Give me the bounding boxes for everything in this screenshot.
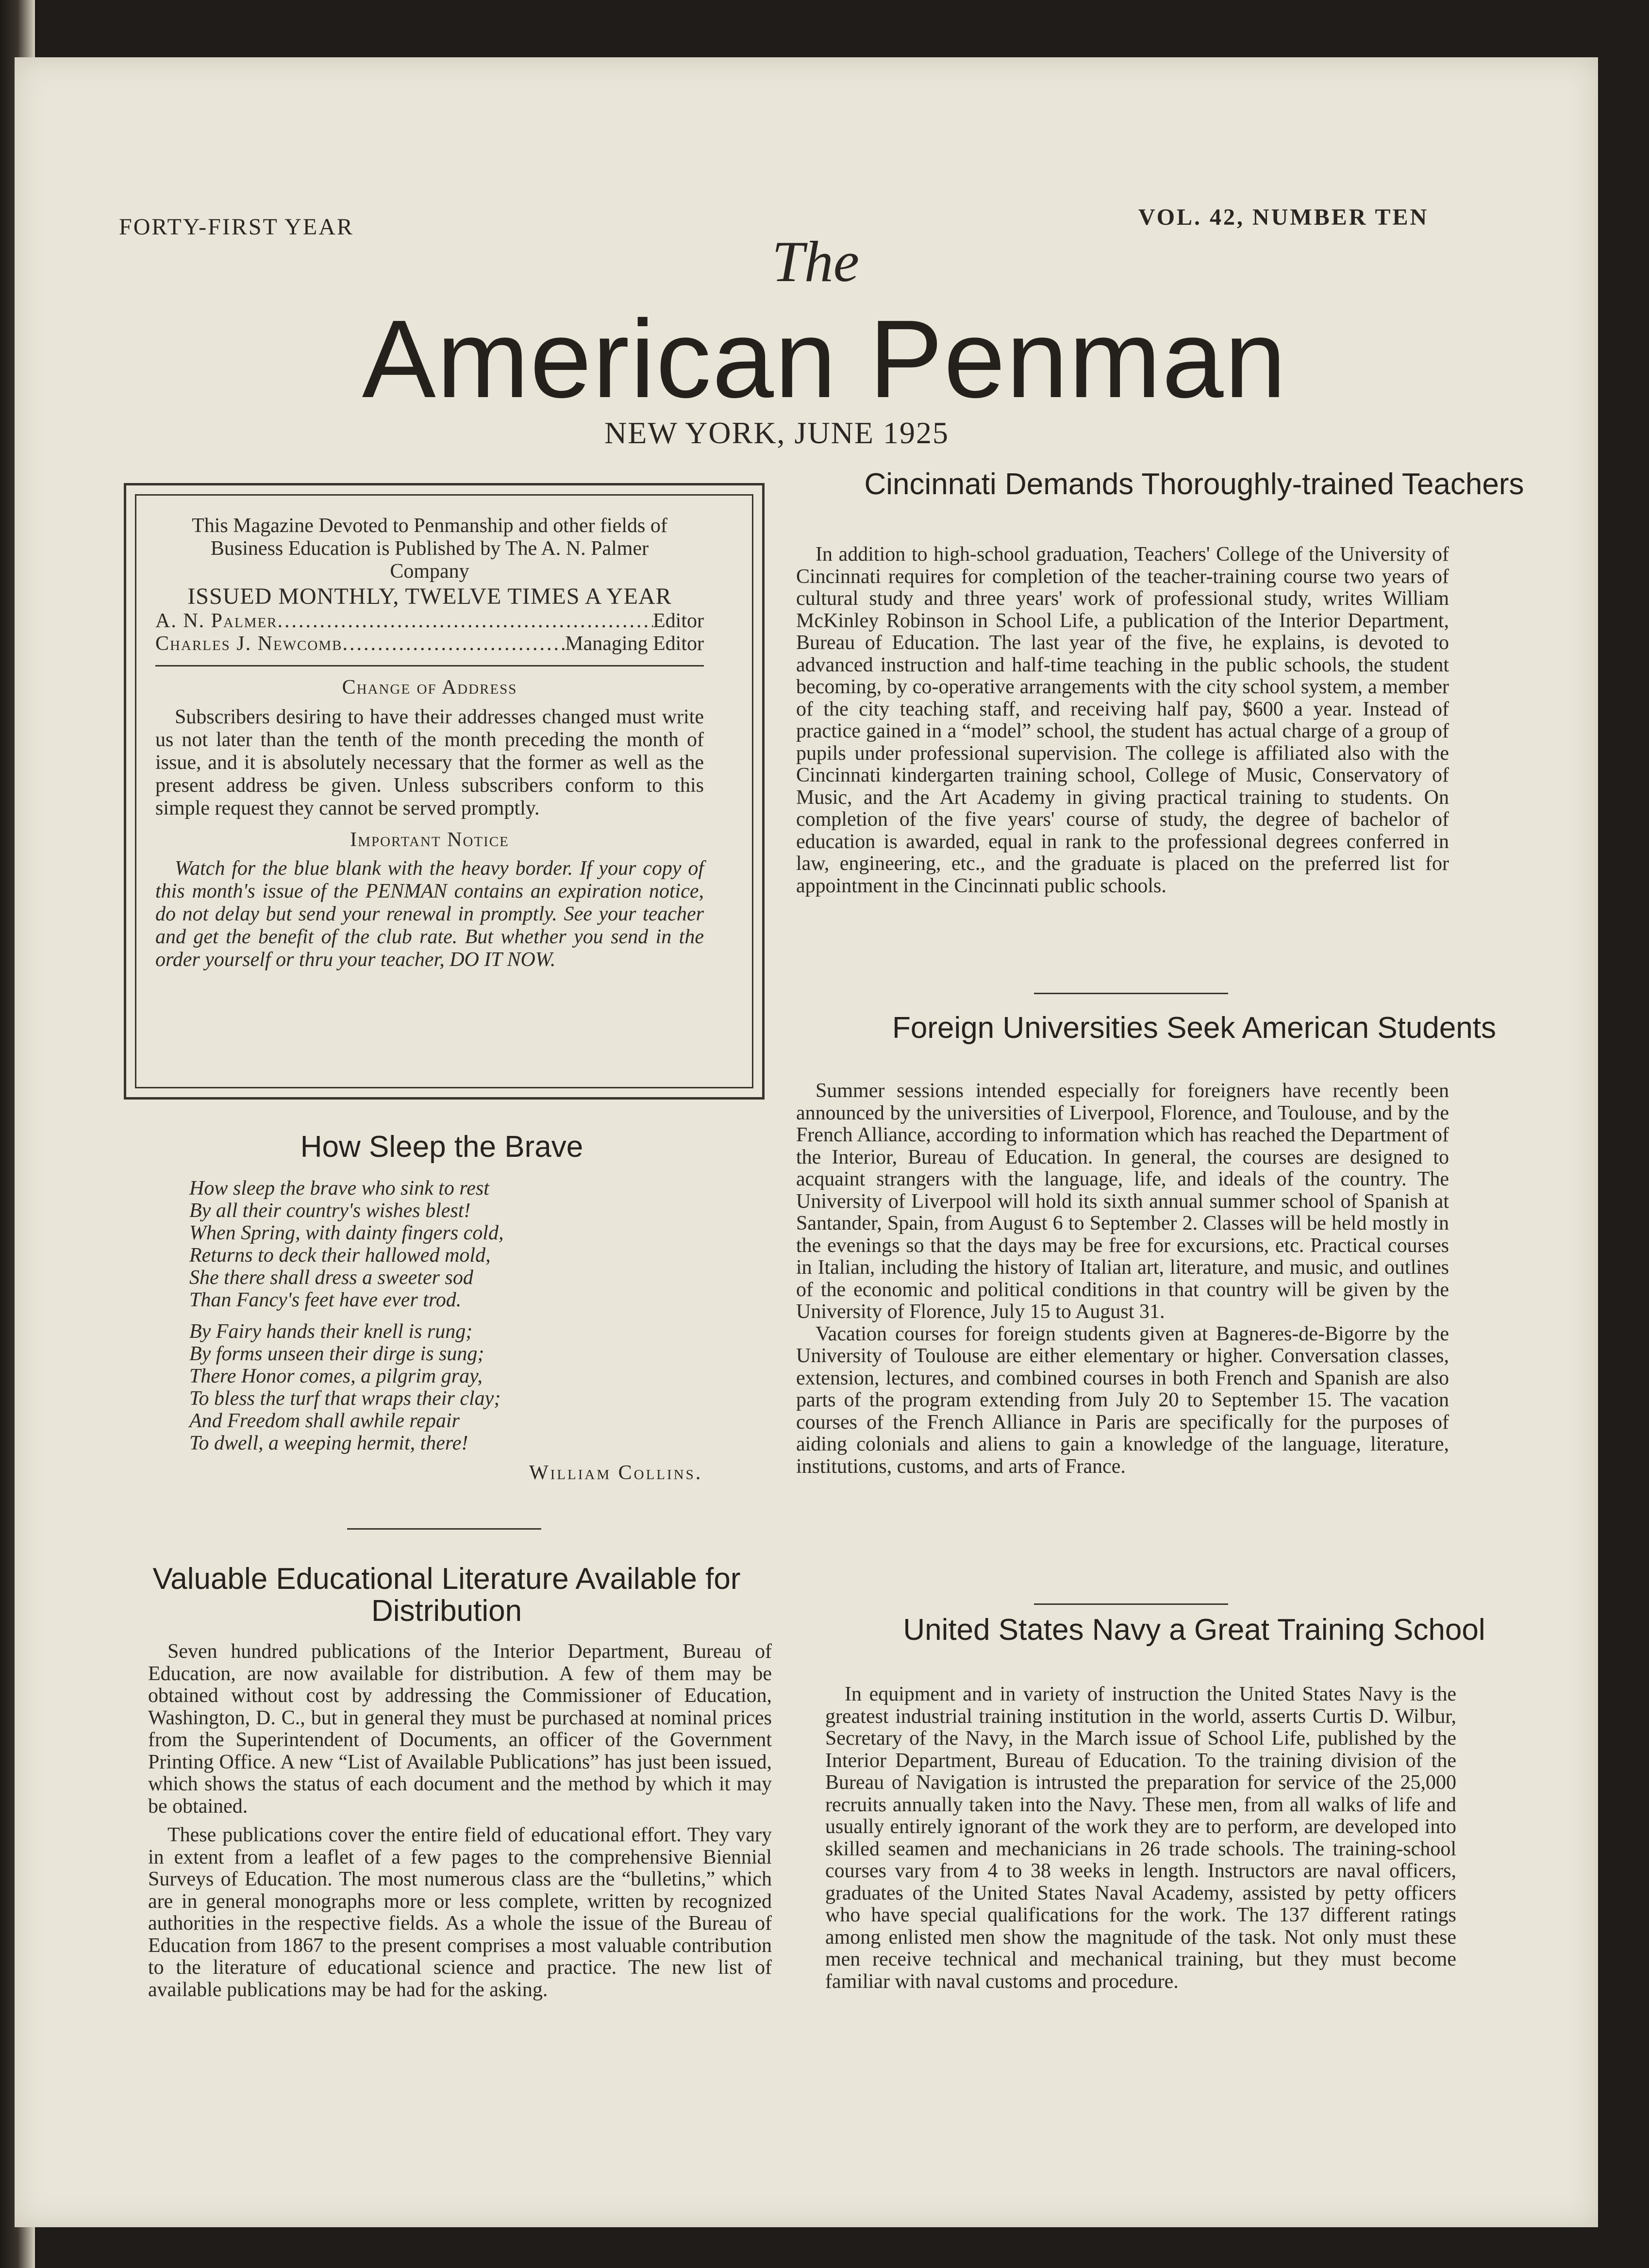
publisher-intro: This Magazine Devoted to Penmanship and other fields of Business Education is Published by The A. N. Palmer Company bbox=[192, 515, 667, 583]
editor-line bbox=[155, 610, 704, 633]
volume-label: VOL. 42, NUMBER TEN bbox=[1138, 204, 1429, 230]
managing-editor-leader bbox=[342, 633, 565, 655]
poem-line: By Fairy hands their knell is rung; bbox=[189, 1320, 473, 1343]
dateline: NEW YORK, JUNE 1925 bbox=[604, 416, 949, 450]
section-divider bbox=[347, 1528, 541, 1530]
section-divider bbox=[1034, 1603, 1228, 1605]
masthead-the: The bbox=[772, 229, 859, 294]
foreign-paragraph-2: Vacation courses for foreign students given at Bagneres-de-Bigorre by the University of Toulouse are either elementary or higher. Conversation classes, extension, lectures, and combined courses in both French and Spanish are also parts of the program extending from July 20 to September 15. The vacation courses of the French Alliance in Paris are specifically for the purposes of aiding colonials and aliens to gain a knowledge of the language, literature, institutions, customs, and arts of France. bbox=[796, 1322, 1449, 1478]
poem-line: There Honor comes, a pilgrim gray, bbox=[189, 1365, 483, 1387]
poem-line: To dwell, a weeping hermit, there! bbox=[189, 1432, 468, 1454]
poem-line: Returns to deck their hallowed mold, bbox=[189, 1244, 491, 1267]
managing-editor-role: Managing Editor bbox=[565, 633, 704, 655]
publisher-box-text bbox=[155, 515, 704, 971]
important-notice-title: Important Notice bbox=[350, 829, 509, 851]
literature-paragraph-2: These publications cover the entire field of educational effort. They vary in extent from a leaflet of a few pages to the comprehensive Biennial Surveys of Education. The most numerous class are the “bulletins,” which are in general monographs more or less complete, written by recognized authorities in the respective fields. As a whole the issue of the Bureau of Education from 1867 to the present comprises a most valuable contribution to the literature of educational science and practice. The new list of available publications may be had for the asking. bbox=[148, 1824, 772, 2001]
editor-role: Editor bbox=[653, 610, 704, 632]
managing-editor-line bbox=[155, 633, 704, 655]
poem-author: William Collins. bbox=[529, 1462, 703, 1484]
literature-paragraph-1: Seven hundred publications of the Interior Department, Bureau of Education, are now available for distribution. A few of them may be obtained without cost by addressing the Commissioner of Education, Washington, D. C., but in general they must be purchased at nominal prices from the Superintendent of Documents, an officer of the Government Printing Office. A new “List of Available Publications” has just been issued, which shows the status of each document and the method by which it may be obtained. bbox=[148, 1640, 772, 1818]
literature-title: Valuable Educational Literature Available for Distribution bbox=[152, 1562, 741, 1628]
poem-line: She there shall dress a sweeter sod bbox=[189, 1267, 473, 1289]
masthead-title: American Penman bbox=[362, 298, 1287, 421]
navy-title: United States Navy a Great Training School bbox=[903, 1613, 1485, 1647]
issued-line: ISSUED MONTHLY, TWELVE TIMES A YEAR bbox=[187, 584, 672, 609]
foreign-title: Foreign Universities Seek American Students bbox=[892, 1011, 1497, 1045]
poem-stanza-1 bbox=[189, 1177, 772, 1311]
poem-line: And Freedom shall awhile repair bbox=[189, 1410, 460, 1432]
managing-editor-name: Charles J. Newcomb bbox=[155, 633, 343, 655]
poem-line: Than Fancy's feet have ever trod. bbox=[189, 1289, 462, 1311]
navy-body bbox=[825, 1684, 1456, 1993]
change-address-title: Change of Address bbox=[342, 676, 517, 699]
editor-name: A. N. Palmer bbox=[155, 610, 278, 632]
cincinnati-paragraph-1: In addition to high-school graduation, Teachers' College of the University of Cincinnati requires for completion of the teacher-training course two years of cultural study and three years' work of professional study, writes William McKinley Robinson in School Life, a publication of the Interior Department, Bureau of Education. The last year of the five, he explains, is devoted to advanced instruction and half-time teaching in the public schools, the student becoming, by co-operative arrangements with the city school system, a member of the city teaching staff, and receiving half pay, $600 a year. Instead of practice gained in a “model” school, the student has actual charge of a group of pupils under professional supervision. The college is affiliated also with the Cincinnati kindergarten training school, College of Music, Conservatory of Music, and the Art Academy in giving practical training to students. On completion of the five years' course of study, the degree of bachelor of education is awarded, equal in rank to the professional degrees conferred in law, engineering, etc., and the graduate is placed on the preferred list for appointment in the Cincinnati public schools. bbox=[796, 543, 1449, 897]
cincinnati-body bbox=[796, 544, 1449, 897]
poem-title: How Sleep the Brave bbox=[300, 1130, 583, 1164]
foreign-body bbox=[796, 1080, 1449, 1478]
publisher-box bbox=[124, 483, 765, 1100]
poem-line: When Spring, with dainty fingers cold, bbox=[189, 1222, 504, 1244]
poem-line: By all their country's wishes blest! bbox=[189, 1200, 471, 1222]
poem-line: By forms unseen their dirge is sung; bbox=[189, 1343, 484, 1365]
poem-line: To bless the turf that wraps their clay; bbox=[189, 1387, 501, 1410]
foreign-paragraph-1: Summer sessions intended especially for foreigners have recently been announced by the universities of Liverpool, Florence, and Toulouse, and by the French Alliance, according to information which has reached the Department of the Interior, Bureau of Education. In general, the courses are designed to acquaint strangers with the language, life, and ideals of the country. The University of Liverpool will hold its sixth annual summer school of Spanish at Santander, Spain, from August 6 to September 2. Classes will be held mostly in the evenings so that the days may be free for excursions, etc. Practical courses in Italian, including the history of Italian art, literature, and music, and outlines of the economic and political conditions in that country will be given by the University of Florence, July 15 to August 31. bbox=[796, 1080, 1449, 1323]
editor-leader bbox=[278, 610, 653, 633]
change-address-text: Subscribers desiring to have their addresses changed must write us not later than the tenth of the month preceding the month of issue, and it is absolutely necessary that the former as well as the present address be given. Unless subscribers conform to this simple request they cannot be served promptly. bbox=[155, 706, 704, 819]
year-label: FORTY-FIRST YEAR bbox=[119, 214, 354, 240]
cincinnati-title: Cincinnati Demands Thoroughly-trained Teachers bbox=[864, 467, 1524, 501]
poem-stanza-2 bbox=[189, 1320, 772, 1454]
poem-line: How sleep the brave who sink to rest bbox=[189, 1177, 489, 1200]
important-notice-text: Watch for the blue blank with the heavy border. If your copy of this month's issue of the PENMAN contains an expiration notice, do not delay but send your renewal in promptly. See your teacher and get the benefit of the club rate. But whether you send in the order yourself or thru your teacher, DO IT NOW. bbox=[155, 857, 704, 971]
literature-body bbox=[148, 1641, 772, 2001]
section-divider bbox=[1034, 993, 1228, 994]
box-divider bbox=[155, 665, 704, 667]
navy-paragraph-1: In equipment and in variety of instruction the United States Navy is the greatest industrial training institution in the world, asserts Curtis D. Wilbur, Secretary of the Navy, in the March issue of School Life, published by the Interior Department, Bureau of Education. To the training division of the Bureau of Navigation is intrusted the preparation for service of the 25,000 recruits annually taken into the Navy. These men, from all walks of life and usually entirely ignorant of the work they are to perform, are developed into skilled seamen and mechanicians in 26 trade schools. The training-school courses vary from 4 to 38 weeks in length. Instructors are naval officers, graduates of the United States Naval Academy, assisted by petty officers who have special qualifications for the work. The 137 different ratings among enlisted men show the magnitude of the task. Not only must these men receive technical and mechanical training, but they must become familiar with naval customs and procedure. bbox=[825, 1683, 1456, 1993]
